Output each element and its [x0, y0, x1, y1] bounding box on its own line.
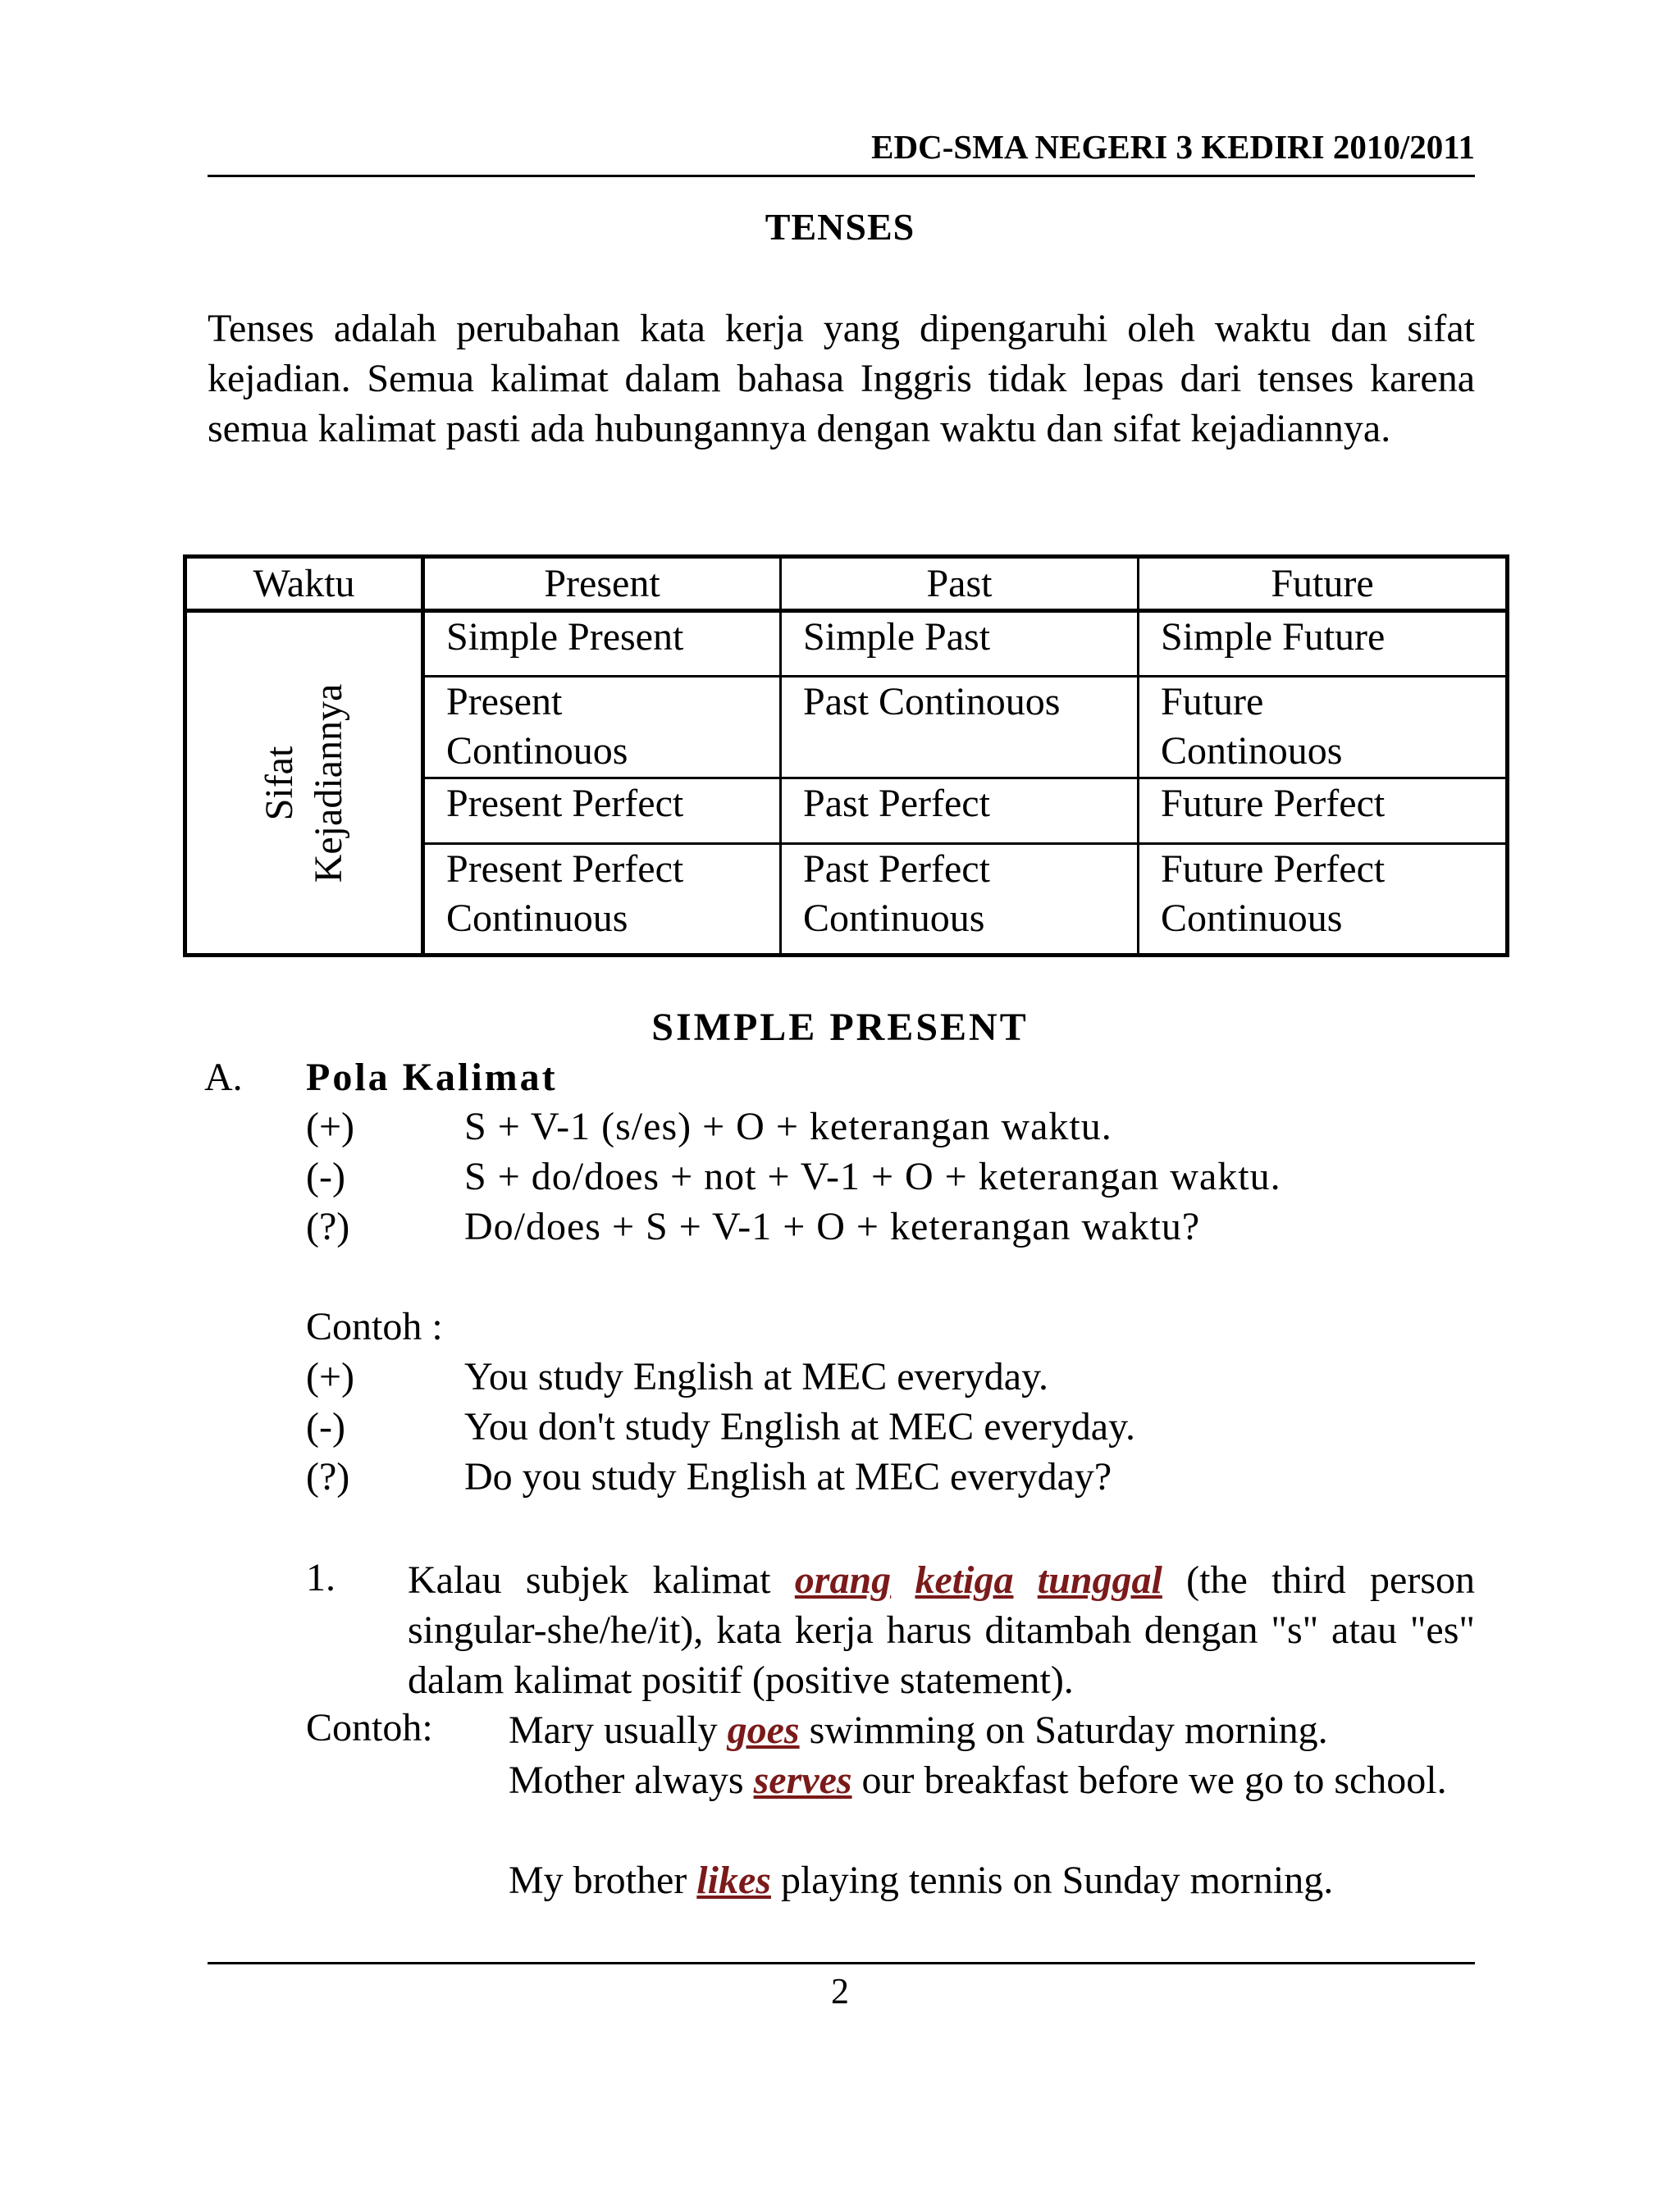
verb-emphasis: goes: [727, 1709, 800, 1752]
rule-example: Mother always serves our breakfast before we go to school.: [509, 1759, 1447, 1802]
verb-emphasis: likes: [696, 1859, 771, 1902]
header-waktu: Waktu: [185, 557, 423, 611]
sifat-kejadiannya-cell: [185, 611, 423, 956]
simple-present-title: SIMPLE PRESENT: [651, 1006, 1029, 1049]
header-text: EDC-SMA NEGERI 3 KEDIRI 2010/2011: [871, 128, 1475, 166]
example-question: Do you study English at MEC everyday?: [464, 1455, 1112, 1499]
sifat-kejadiannya-label: Sifat Kejadiannya: [257, 683, 350, 883]
intro-paragraph: Tenses adalah perubahan kata kerja yang dipengaruhi oleh waktu dan sifat kejadian. Semua kalimat dalam bahasa Inggris tidak lepas dari tenses karena semua kalimat pasti ada hubungannya dengan waktu dan sifat kejadiannya.: [208, 307, 1475, 450]
pattern-negative: S + do/does + not + V-1 + O + keterangan waktu.: [464, 1155, 1281, 1198]
emphasis-ketiga: ketiga: [915, 1558, 1014, 1602]
verb-emphasis: serves: [753, 1759, 852, 1802]
rule-text: Kalau subjek kalimat orang ketiga tunggal (the third person singular-she/he/it), kata kerja harus ditambah dengan "s" atau "es" dalam kalimat positif (positive statement).: [408, 1558, 1476, 1702]
pattern-mark-question: (?): [306, 1205, 350, 1248]
pattern-mark-negative: (-): [306, 1155, 345, 1198]
pattern-positive: S + V-1 (s/es) + O + keterangan waktu.: [464, 1105, 1112, 1148]
page-title: TENSES: [765, 206, 915, 248]
table-cell: Past Continouos: [781, 677, 1139, 778]
example-mark-positive: (+): [306, 1355, 355, 1398]
pattern-mark-positive: (+): [306, 1105, 355, 1148]
emphasis-orang: orang: [794, 1558, 892, 1602]
table-cell: Future Perfect Continuous: [1139, 844, 1508, 956]
table-cell: Past Perfect Continuous: [781, 844, 1139, 956]
rule-example: Mary usually goes swimming on Saturday morning.: [509, 1709, 1328, 1752]
table-cell: Simple Present: [423, 611, 781, 677]
footer-divider: [208, 1962, 1475, 1964]
table-cell: Present Perfect Continuous: [423, 844, 781, 956]
table-cell: Future Perfect: [1139, 778, 1508, 844]
table-cell: Future Continouos: [1139, 677, 1508, 778]
table-row: [185, 611, 1508, 677]
contoh-label: Contoh :: [306, 1305, 443, 1348]
example-positive: You study English at MEC everyday.: [464, 1355, 1048, 1398]
section-letter: A.: [204, 1056, 243, 1099]
header-present: Present: [423, 557, 781, 611]
example-mark-negative: (-): [306, 1405, 345, 1449]
table-cell: Present Perfect: [423, 778, 781, 844]
pattern-question: Do/does + S + V-1 + O + keterangan waktu?: [464, 1205, 1201, 1248]
contoh-label-2: Contoh:: [306, 1706, 433, 1750]
emphasis-tunggal: tunggal: [1037, 1558, 1162, 1602]
section-title: Pola Kalimat: [306, 1056, 558, 1099]
example-mark-question: (?): [306, 1455, 350, 1499]
table-cell: Simple Past: [781, 611, 1139, 677]
header-future: Future: [1139, 557, 1508, 611]
header-past: Past: [781, 557, 1139, 611]
page-header: [208, 127, 1475, 177]
table-cell: Present Continouos: [423, 677, 781, 778]
table-cell: Simple Future: [1139, 611, 1508, 677]
table-header-row: [185, 557, 1508, 611]
example-negative: You don't study English at MEC everyday.: [464, 1405, 1135, 1449]
table-cell: Past Perfect: [781, 778, 1139, 844]
rule-number: 1.: [306, 1556, 336, 1599]
tenses-table: [183, 554, 1509, 957]
rule-example: My brother likes playing tennis on Sunday morning.: [509, 1859, 1334, 1902]
page-number: 2: [831, 1971, 849, 2011]
